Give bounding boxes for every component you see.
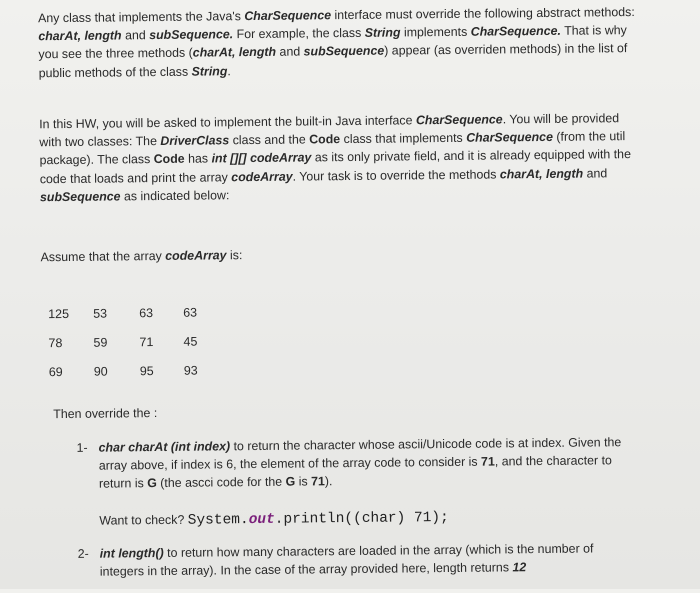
text: . You will be provided with two classes: The (39, 111, 619, 149)
text: as its only private field, and it is already equipped with the code that loads and print the array (40, 147, 631, 185)
text: (from the util package). The class (40, 129, 626, 167)
term: DriverClass (160, 133, 229, 148)
term: charAt, length (500, 166, 583, 181)
text: is: (226, 248, 242, 262)
term: G (147, 476, 157, 490)
then-heading: Then override the : (53, 406, 157, 421)
list-item-charat (76, 433, 636, 439)
code-text: .println((char) 71); (275, 510, 449, 528)
array-cell: 90 (94, 364, 124, 378)
term: subSequence (40, 189, 121, 204)
text: interface must override the following abstract methods: (331, 5, 635, 22)
text: has (185, 152, 212, 166)
term: int [][] codeArray (211, 151, 311, 166)
text: ). (325, 475, 333, 489)
term: charAt, length (193, 45, 276, 60)
intro-paragraph (38, 3, 639, 82)
term: CharSequence (244, 8, 331, 23)
term: subSequence. (149, 27, 233, 42)
text: and (583, 166, 607, 180)
array-cell: 53 (93, 306, 123, 320)
term: codeArray (231, 169, 292, 184)
array-cell: 95 (140, 364, 170, 378)
term: String (191, 64, 227, 78)
text: to return the character whose ascii/Unicode code is at index. Given the array above, if index is 6, the element of the array code to consider is (99, 435, 622, 473)
text: implements (400, 25, 470, 40)
list-item-length (78, 539, 638, 545)
text: ) appear (as overriden methods) in the list of public methods of the class (39, 41, 628, 79)
array-cell: 78 (48, 336, 78, 350)
array-cell: 63 (139, 306, 169, 320)
term: CharSequence (416, 112, 503, 127)
text: Assume that the array (41, 249, 166, 264)
term: CharSequence. (471, 24, 561, 39)
array-cell: 45 (183, 334, 213, 348)
text: That is why you see the three methods ( (38, 23, 627, 61)
list-number: 2- (78, 545, 89, 563)
check-line (99, 510, 449, 530)
term: subSequence (304, 44, 385, 59)
array-cell: 69 (49, 365, 79, 379)
array-cell: 59 (93, 335, 123, 349)
term: Code (309, 132, 340, 146)
term: String (365, 26, 401, 40)
code-keyword: out (249, 512, 275, 528)
text: as indicated below: (120, 188, 229, 203)
text: , and the character to return is (99, 453, 612, 491)
array-cell: 71 (139, 335, 169, 349)
signature: char charAt (int index) (99, 439, 231, 454)
text: and (122, 28, 150, 42)
assume-line (40, 242, 640, 266)
array-cell: 93 (184, 363, 214, 377)
text: (the ascci code for the (157, 475, 286, 490)
code-array-grid (48, 307, 49, 394)
term: 71 (311, 475, 325, 489)
text: . (227, 64, 231, 78)
code-snippet (188, 510, 449, 529)
text: to return how many characters are loaded in the array (which is the number of integers in the array). In the case of the array provided here, length returns (100, 541, 594, 578)
text: Any class that implements the Java's (38, 9, 244, 25)
signature: int length() (100, 546, 164, 561)
text: For example, the class (233, 26, 365, 41)
check-label: Want to check? (99, 513, 188, 528)
term: G (286, 475, 296, 489)
code-text: System. (188, 512, 249, 529)
term: Code (154, 152, 185, 166)
term: 12 (512, 560, 526, 574)
text: . Your task is to override the methods (292, 167, 499, 183)
term: codeArray (165, 248, 226, 263)
array-cell: 63 (183, 305, 213, 319)
list-item-body (100, 539, 640, 581)
text: and (276, 45, 304, 59)
list-number: 1- (76, 439, 87, 457)
text: class and the (229, 133, 309, 148)
list-item-body (98, 433, 639, 493)
array-cell: 125 (48, 307, 78, 321)
text: class that implements (340, 131, 466, 146)
text: is (295, 475, 311, 489)
term: charAt, length (38, 29, 121, 44)
term: CharSequence (466, 130, 553, 145)
task-paragraph (39, 109, 640, 206)
text: In this HW, you will be asked to implement the built-in Java interface (39, 113, 416, 131)
term: 71 (481, 455, 495, 469)
